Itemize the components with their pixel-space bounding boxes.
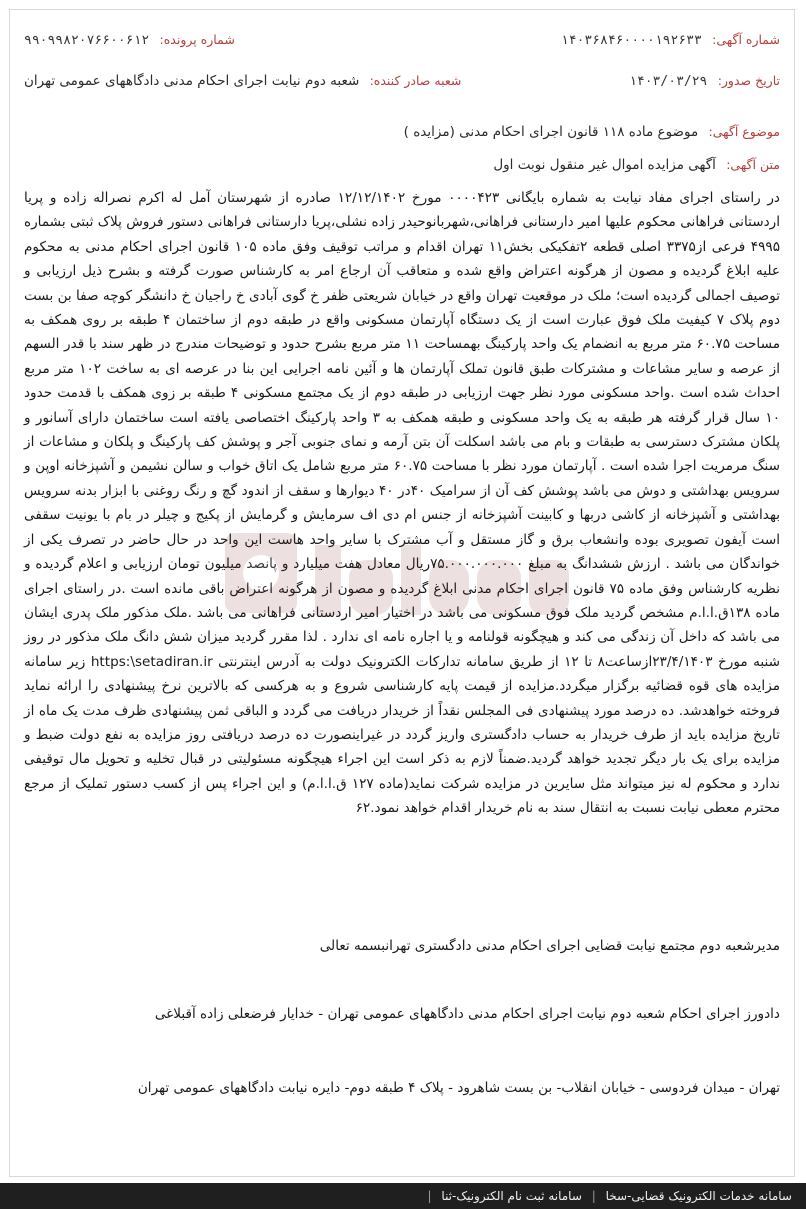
announcement-body: در راستای اجرای مفاد نیابت به شماره بایگانی ۰۰۰۰۴۲۳ مورخ ۱۲/۱۲/۱۴۰۲ صادره از شهرستان آمل له اکرم نصراله زاده و پریا اردستانی فراهانی محکوم علیها امیر دارستانی فراهانی،شهربانوحیدر زاده نشلی،پریا دارستانی فراهانی دستور فروش پلاک ثبتی بشماره ۴۹۹۵ فرعی از۳۳۷۵ اصلی قطعه ۲تفکیکی بخش۱۱ تهران اقدام و مراتب توقیف وفق ماده ۱۰۵ قانون اجرای احکام مدنی به محکوم علیه ابلاغ گردیده و مصون از هرگونه اعتراض واقع شده و متعاقب آن ارجاع امر به کارشناس صورت گرفته و بشرح ذیل ارزیابی و توصیف اجمالی گردیده است؛ ملک در موقعیت تهران واقع در خیابان شریعتی ظفر خ گوی آبادی خ راجیان خ دانشگر کوچه صفا بن بست دوم پلاک ۷ کیفیت ملک فوق عبارت است از یک دستگاه آپارتمان مسکونی واقع در طبقه دوم از ساختمان ۴ طبقه بر روی همکف به مساحت ۶۰.۷۵ متر مربع به انضمام یک واحد پارکینگ بهمساحت ۱۱ متر مربع بشرح حدود و توضیحات مندرج در ظهر سند با قدر السهم از عرصه و سایر مشاعات و مشترکات طبق قانون تملک آپارتمان ها و آئین نامه اجرایی این بنا در عرصه ای به ساخت ۱۰۲ متر مربع احداث شده است .واحد مسکونی مورد نظر جهت ارزیابی در طبقه دوم از یک مجتمع مسکونی ۴ طبقه بر زوی همکف با قدمت حدود ۱۰ سال قرار گرفته هر طبقه به یک واحد مسکونی و طبقه همکف به ۳ واحد پارکینگ اختصاصی یافته است ساختمان دارای آسانور و پلکان مشترک دسترسی به طبقات و بام می باشد اسکلت آن بتن آرمه و نمای جنوبی آجر و پوشش کف پارکینگ و پلکان و مشاعات از سنگ مرمریت اجرا شده است . آپارتمان مورد نظر با مساحت ۶۰.۷۵ متر مربع شامل یک اتاق خواب و سالن نشیمن و آشپزخانه اوپن و سرویس بهداشتی و دوش می باشد پوشش کف آن از سرامیک ۴۰در ۴۰ دیوارها و سقف از اندود گچ و رنگ روغنی با ابزار بدنه سرویس بهداشتی و آشپزخانه از کاشی دربها و کابینت آشپزخانه از جنس ام دی اف سرمایش و گرمایش از پکیج و چیلر در بام با یونیت سقفی است آیفون تصویری بوده وانشعاب برق و گاز مستقل و آب مشترک با سایر واحد هاست این واحد در حال حاضر در تصرف یکی از خواندگان می باشد . ارزش ششدانگ به مبلغ ۷۵.۰۰۰.۰۰۰.۰۰۰ریال معادل هفت میلیارد و پانصد میلیون تومان ارزیابی و اعلام گردیده و نظریه کارشناس وفق ماده ۷۵ قانون اجرای احکام مدنی ابلاغ گردیده و مصون از هرگونه اعتراض باقی مانده است .در راستای اجرای ماده ۱۳۸ق.ا.ا.م مشخص گردید ملک فوق مسکونی می باشد در اختیار امیر اردستانی فراهانی می باشد .ملک مذکور ملک پدری ایشان می باشد که داخل آن زندگی می کند و هیچگونه قولنامه و یا اجاره نامه ای ندارد . لذا مقرر گردید میزان شش دانگ ملک مذکور در روز شنبه مورخ ۲۳/۴/۱۴۰۳ازساعت۸ تا ۱۲ از طریق سامانه تدارکات الکترونیک دولت به آدرس اینترنتی https:\setadiran.ir زیر سامانه مزایده های قوه قضائیه برگزار میگردد.مزایده از قیمت پایه کارشناسی شروع و به هرکسی که بالاترین نرخ پیشنهادی را ارائه نماید فروخته خواهدشد. ده درصد مورد پیشنهادی فی المجلس نقداً از خریدار دریافت می گردد و الباقی ثمن پیشنهادی ظرف مدت یک ماه از تاریخ مزایده باید از طرف خریدار به حساب دادگستری واریز گردد در غیراینصورت ده درصد دریافتی روز مزایده به نفع دولت ضبط و مزایده برای یک بار دیگر تجدید خواهد گردید.ضمناً لازم به ذکر است این اجراء هیچگونه مسئولیتی در قبال تخلیه و تحویل مال توقیفی ندارد و محکوم له نیز میتواند مثل سایرین در مزایده شرکت نماید(ماده ۱۲۷ ق.ا.ا.م) و این اجراء پس از کسب دستور تملیک از مرجع محترم معطی نیابت نسبت به انتقال سند به نام خریدار اقدام خواهد نمود.۶۲ — [24, 190, 781, 817]
issuer: شعبه دوم نیابت اجرای احکام مدنی دادگاههای عمومی تهران — [24, 73, 360, 89]
case-number-label: شماره پرونده: — [159, 32, 235, 47]
signature-manager: مدیرشعبه دوم مجتمع نیابت قضایی اجرای احکام مدنی دادگستری تهرانبسمه تعالی — [319, 938, 780, 954]
footer-bar — [0, 1183, 806, 1209]
office-address: تهران - میدان فردوسی - خیابان انقلاب- بن بست شاهرود - پلاک ۴ طبقه دوم- دایره نیابت دادگاههای عمومی تهران — [137, 1080, 780, 1096]
footer-link-sakha[interactable]: سامانه خدمات الکترونیک قضایی-سخا — [605, 1189, 792, 1203]
issue-date-label: تاریخ صدور: — [717, 73, 780, 88]
footer-link-sana[interactable]: سامانه ثبت نام الکترونیک-ثنا — [441, 1189, 582, 1203]
subject-row — [24, 124, 780, 140]
ad-number-label: شماره آگهی: — [712, 32, 780, 47]
footer-separator-end: | — [427, 1189, 432, 1203]
signature-officer: دادورز اجرای احکام شعبه دوم نیابت اجرای احکام مدنی دادگاههای عمومی تهران - خدایار فرضعلی زاده آقبلاغی — [154, 1006, 780, 1022]
footer-separator: | — [591, 1189, 596, 1203]
text-label: متن آگهی: — [726, 157, 780, 172]
case-number: ۹۹۰۹۹۸۲۰۷۶۶۰۰۶۱۲ — [24, 33, 150, 48]
announcement-document — [9, 9, 795, 1177]
text-title-row — [24, 157, 780, 173]
header-row-1 — [24, 32, 780, 48]
issuer-label: شعبه صادر کننده: — [369, 73, 462, 88]
subject: موضوع ماده ۱۱۸ قانون اجرای احکام مدنی (مزایده ) — [403, 124, 699, 140]
subject-label: موضوع آگهی: — [708, 124, 780, 139]
ad-number: ۱۴۰۳۶۸۴۶۰۰۰۰۱۹۲۶۳۳ — [560, 33, 702, 48]
header-row-2 — [24, 73, 780, 89]
footer-links — [422, 1183, 792, 1209]
issue-date: ۱۴۰۳/۰۳/۲۹ — [629, 74, 708, 89]
text-title: آگهی مزایده اموال غیر منقول نوبت اول — [493, 157, 716, 173]
